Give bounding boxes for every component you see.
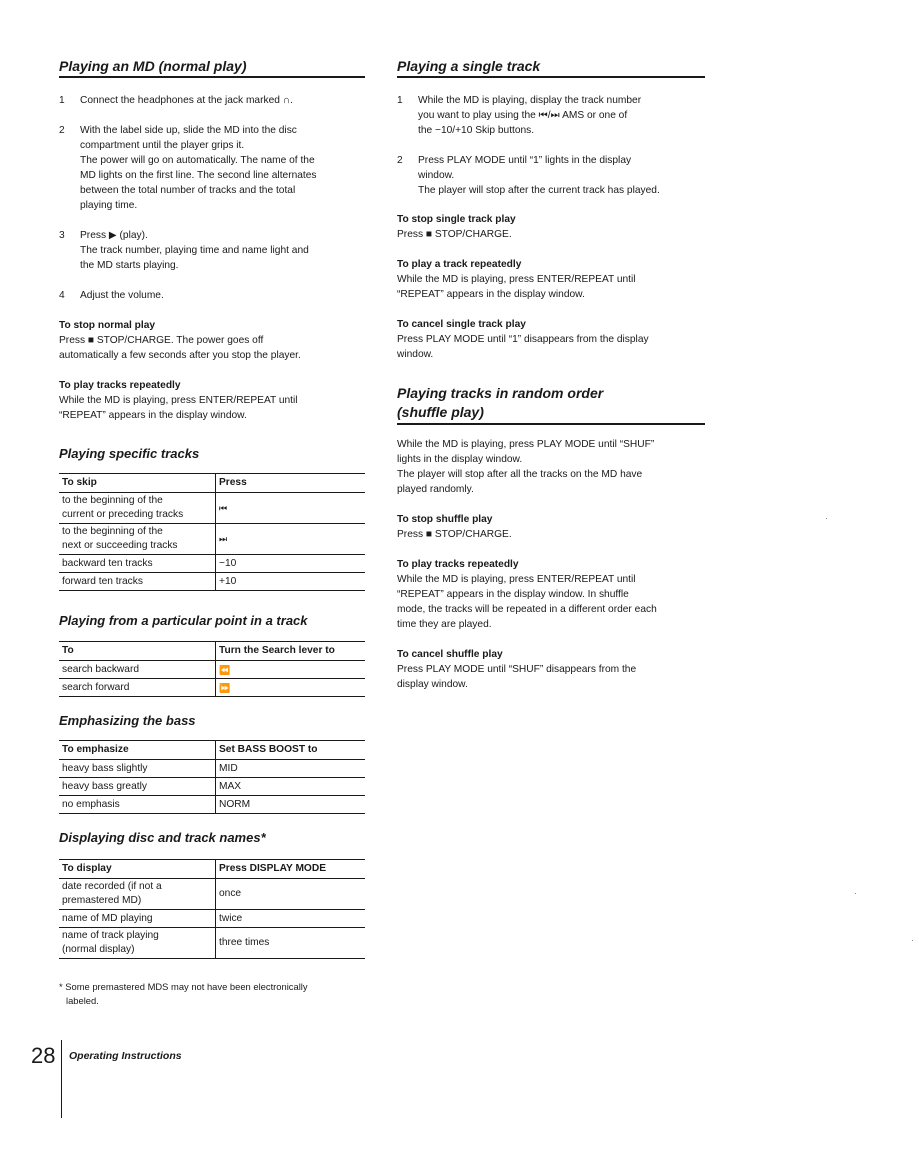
table-cell: search forward	[59, 679, 216, 697]
column-header: Turn the Search lever to	[216, 642, 366, 661]
table-row	[59, 760, 365, 778]
display-table	[59, 859, 365, 959]
table-row	[59, 910, 365, 928]
table-cell: date recorded (if not a premastered MD)	[59, 879, 216, 910]
column-header: To display	[59, 860, 216, 879]
scan-speck	[855, 893, 856, 894]
step-text: Adjust the volume.	[80, 290, 164, 301]
step-number: 3	[59, 230, 65, 241]
table-row	[59, 879, 365, 910]
step-number: 1	[59, 95, 65, 106]
single-track-heading: Playing a single track	[397, 58, 541, 74]
fast-forward-icon: ⏩	[216, 679, 366, 697]
table-header-row	[59, 474, 365, 493]
table-row	[59, 796, 365, 814]
step-text: Connect the headphones at the jack marked ∩.	[80, 95, 293, 106]
table-cell: NORM	[216, 796, 366, 814]
repeat-shuffle-text: While the MD is playing, press ENTER/REPEAT until “REPEAT” appears in the display window. In shuffle mode, the tracks will be repeated in a different order each time they are played.	[397, 574, 657, 630]
step-number: 4	[59, 290, 65, 301]
table-cell: once	[216, 879, 366, 910]
column-header: Set BASS BOOST to	[216, 741, 366, 760]
stop-single-title: To stop single track play	[397, 214, 516, 225]
scan-speck	[912, 940, 913, 941]
table-cell: to the beginning of the current or preceding tracks	[59, 493, 216, 524]
repeat-track-title: To play a track repeatedly	[397, 259, 522, 270]
page-number: 28	[31, 1043, 56, 1068]
bass-table	[59, 740, 365, 814]
table-header-row	[59, 860, 365, 879]
table-cell: search backward	[59, 661, 216, 679]
particular-point-heading: Playing from a particular point in a track	[59, 613, 308, 628]
repeat-track-text: While the MD is playing, press ENTER/REPEAT until “REPEAT” appears in the display window.	[397, 274, 636, 300]
cancel-shuffle-title: To cancel shuffle play	[397, 649, 503, 660]
stop-shuffle-title: To stop shuffle play	[397, 514, 493, 525]
table-cell: three times	[216, 928, 366, 959]
heading-rule	[397, 76, 705, 78]
table-cell: forward ten tracks	[59, 573, 216, 591]
search-table	[59, 641, 365, 697]
skip-table	[59, 473, 365, 591]
cancel-single-title: To cancel single track play	[397, 319, 526, 330]
table-cell: −10	[216, 555, 366, 573]
table-cell: to the beginning of the next or succeeding tracks	[59, 524, 216, 555]
table-cell: MID	[216, 760, 366, 778]
step-number: 2	[59, 125, 65, 136]
names-heading: Displaying disc and track names*	[59, 830, 266, 845]
table-cell: +10	[216, 573, 366, 591]
table-cell: name of MD playing	[59, 910, 216, 928]
column-header: To	[59, 642, 216, 661]
step-text: With the label side up, slide the MD into the disc compartment until the player grips it. The power will go on automatically. The name of the MD lights on the first line. The second line alternates between the total number of tracks and the total playing time.	[80, 125, 317, 211]
shuffle-intro: While the MD is playing, press PLAY MODE until “SHUF” lights in the display window. The player will stop after all the tracks on the MD have played randomly.	[397, 439, 655, 495]
table-cell: no emphasis	[59, 796, 216, 814]
scan-speck	[826, 518, 827, 519]
stop-single-text: Press ■ STOP/CHARGE.	[397, 229, 512, 240]
table-row	[59, 661, 365, 679]
table-cell: MAX	[216, 778, 366, 796]
table-header-row	[59, 642, 365, 661]
table-row	[59, 555, 365, 573]
table-header-row	[59, 741, 365, 760]
specific-tracks-heading: Playing specific tracks	[59, 446, 200, 461]
table-cell: name of track playing (normal display)	[59, 928, 216, 959]
bass-heading: Emphasizing the bass	[59, 713, 196, 728]
step-text: Press ▶ (play). The track number, playing time and name light and the MD starts playing.	[80, 230, 309, 271]
page-label: Operating Instructions	[69, 1050, 182, 1062]
table-row	[59, 679, 365, 697]
footnote: * Some premastered MDS may not have been electronically labeled.	[59, 981, 308, 1006]
normal-play-heading: Playing an MD (normal play)	[59, 58, 247, 74]
step-text: While the MD is playing, display the track number you want to play using the ⏮/⏭ AMS or one of the −10/+10 Skip buttons.	[418, 95, 642, 136]
stop-normal-play-text: Press ■ STOP/CHARGE. The power goes off automatically a few seconds after you stop the player.	[59, 335, 301, 361]
table-row	[59, 778, 365, 796]
stop-normal-play-title: To stop normal play	[59, 320, 156, 331]
heading-rule	[397, 423, 705, 425]
column-header: Press	[216, 474, 366, 493]
prev-track-icon: ⏮	[216, 493, 366, 524]
repeat-title: To play tracks repeatedly	[59, 380, 181, 391]
next-track-icon: ⏭	[216, 524, 366, 555]
table-cell: heavy bass greatly	[59, 778, 216, 796]
shuffle-heading: Playing tracks in random order	[397, 385, 604, 401]
table-cell: heavy bass slightly	[59, 760, 216, 778]
cancel-shuffle-text: Press PLAY MODE until “SHUF” disappears from the display window.	[397, 664, 637, 690]
column-header: To emphasize	[59, 741, 216, 760]
table-cell: twice	[216, 910, 366, 928]
stop-shuffle-text: Press ■ STOP/CHARGE.	[397, 529, 512, 540]
column-header: To skip	[59, 474, 216, 493]
step-number: 1	[397, 95, 403, 106]
rewind-icon: ⏪	[216, 661, 366, 679]
step-number: 2	[397, 155, 403, 166]
table-row	[59, 524, 365, 555]
heading-rule	[59, 76, 365, 78]
repeat-shuffle-title: To play tracks repeatedly	[397, 559, 519, 570]
step-text: Press PLAY MODE until “1” lights in the display window. The player will stop after the current track has played.	[418, 155, 660, 196]
repeat-text: While the MD is playing, press ENTER/REPEAT until “REPEAT” appears in the display window.	[59, 395, 298, 421]
table-row	[59, 493, 365, 524]
table-row	[59, 928, 365, 959]
table-cell: backward ten tracks	[59, 555, 216, 573]
cancel-single-text: Press PLAY MODE until “1” disappears from the display window.	[397, 334, 649, 360]
table-row	[59, 573, 365, 591]
page-divider	[61, 1040, 62, 1118]
column-header: Press DISPLAY MODE	[216, 860, 366, 879]
shuffle-subheading: (shuffle play)	[397, 404, 484, 420]
